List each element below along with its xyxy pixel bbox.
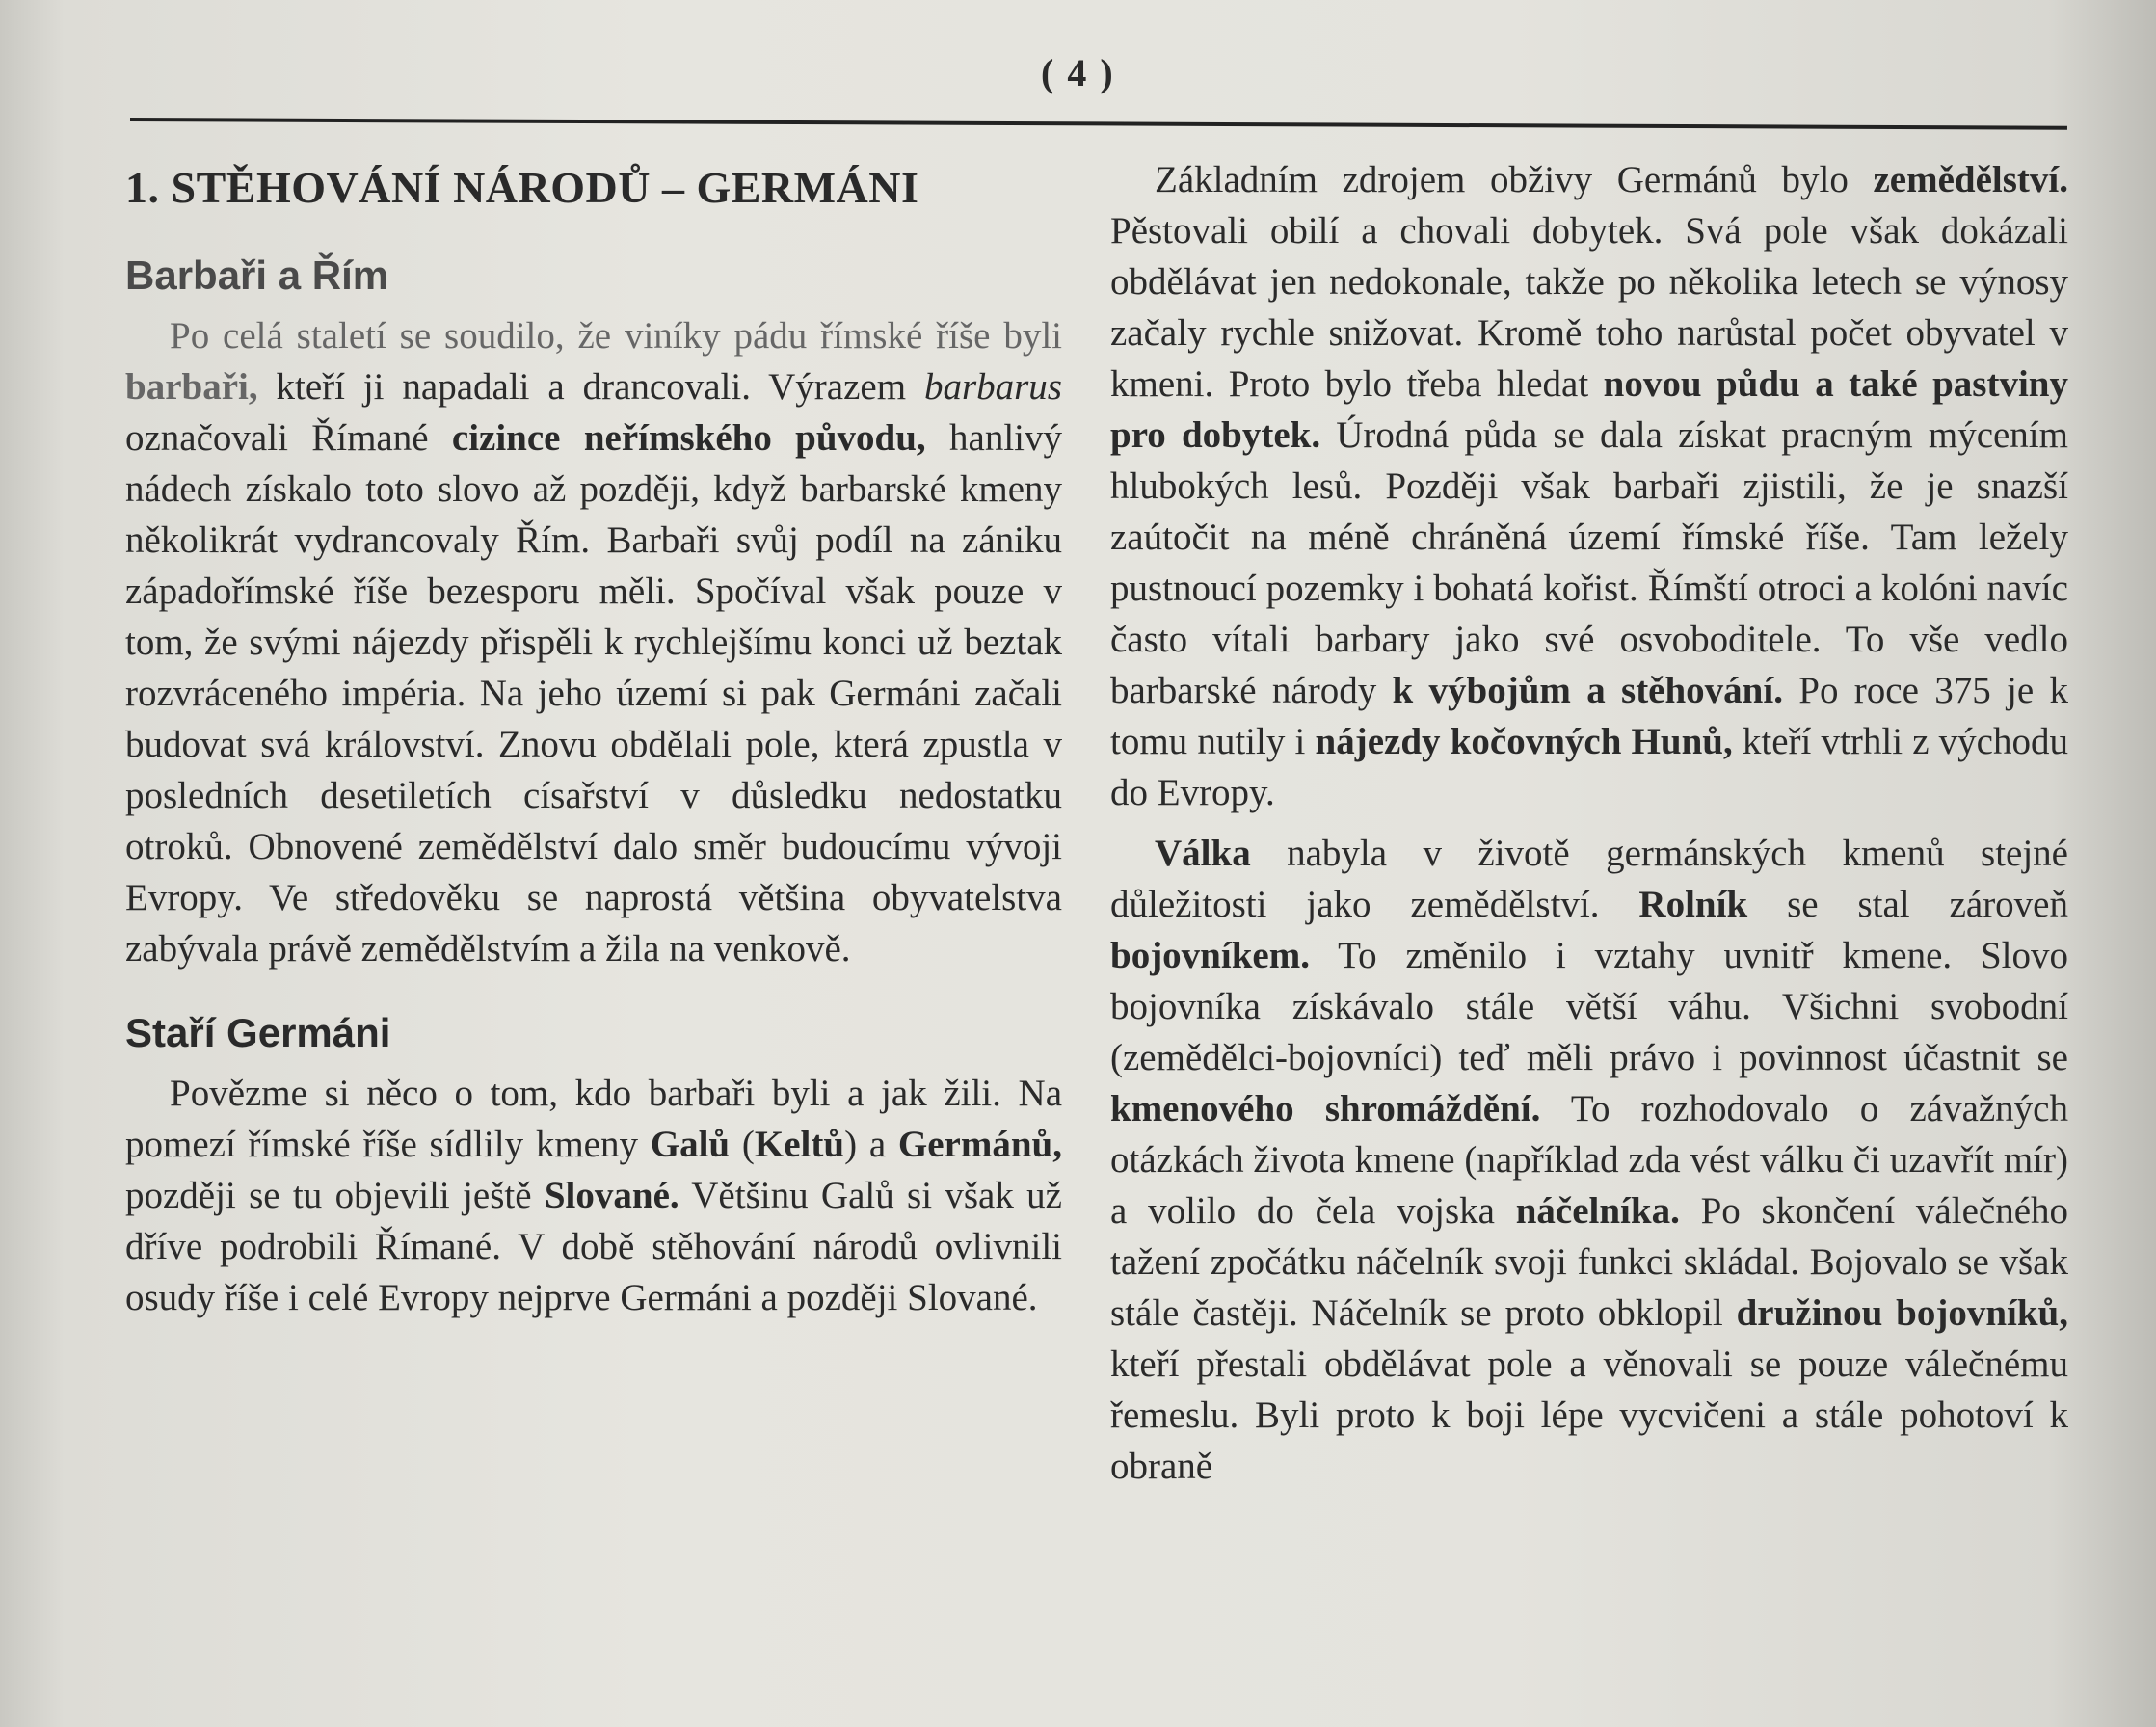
bold-term: bojovníkem. xyxy=(1110,935,1310,976)
left-column xyxy=(125,154,1062,1333)
bold-term: náčelníka. xyxy=(1515,1190,1680,1232)
text-span: ) a xyxy=(844,1124,898,1165)
text-span: Po roce 375 je k tomu nutily i xyxy=(1110,670,2068,762)
paragraph-barbari-a-rim xyxy=(125,310,1062,974)
chapter-title: 1. STĚHOVÁNÍ NÁRODŮ – GERMÁNI xyxy=(125,163,919,212)
section-title-stari-germani: Staří Germáni xyxy=(125,1010,391,1055)
bold-term: novou půdu a také pastviny pro dobytek. xyxy=(1110,363,2068,456)
text-span: kteří ji napadali a drancovali. Výrazem xyxy=(257,366,924,408)
bold-term: kmenového shromáždění. xyxy=(1110,1088,1541,1129)
bold-term: Slované. xyxy=(544,1175,679,1216)
page-number: ( 4 ) xyxy=(1041,51,1115,94)
text-span: nabyla v životě germánských kmenů stejné důležitosti jako zemědělství. xyxy=(1110,833,2068,925)
bold-term: k výbojům a stěhování. xyxy=(1392,670,1783,711)
text-span: ( xyxy=(730,1124,755,1165)
text-span: Povězme si něco o tom, kdo barbaři byli a jak žili. Na pomezí římské říše sídlily kmeny xyxy=(125,1073,1062,1165)
text-span: hanlivý nádech získalo toto slovo až později, když barbarské kmeny několikrát vydrancovaly Řím. Barbaři svůj podíl na zániku západořímské říše bezesporu měli. Spočíval však pouze v tom, že svými nájezdy přispěli k rychlejšímu konci už beztak rozvráceného impéria. Na jeho území si pak Germáni začali budovat svá království. Znovu obdělali pole, která zpustla v posledních desetiletích císařství v důsledku nedostatku otroků. Obnovené zemědělství dalo směr budoucímu vývoji Evropy. Ve středověku se naprostá většina obyvatelstva zabývala právě zemědělstvím a žila na venkově. xyxy=(125,417,1062,970)
text-span: kteří vtrhli z východu do Evropy. xyxy=(1110,721,2068,813)
paragraph-stari-germani xyxy=(125,1068,1062,1323)
bold-term: Válka xyxy=(1155,833,1251,874)
bold-term: cizince neřímského původu, xyxy=(451,417,926,459)
bold-term: Keltů xyxy=(754,1124,845,1165)
text-span: Většinu Galů si však už dříve podrobili Římané. V době stěhování národů ovlivnili osudy říše i celé Evropy nejprve Germáni a později Slované. xyxy=(125,1175,1062,1318)
text-span: označovali Římané xyxy=(125,417,452,459)
header-rule xyxy=(130,118,2067,130)
bold-term: Galů xyxy=(650,1124,731,1165)
text-span: Po skončení válečného tažení zpočátku náčelník svoji funkci skládal. Bojovalo se však stále častěji. Náčelník se proto obklopil xyxy=(1110,1190,2068,1334)
text-span: Po celá staletí se soudilo, že viníky pádu římské říše byli xyxy=(170,315,1062,357)
right-column xyxy=(1110,154,2068,1501)
text-span: se stal zároveň xyxy=(1747,884,2068,925)
paragraph-valka xyxy=(1110,828,2068,1492)
text-span: To změnilo i vztahy uvnitř kmene. Slovo bojovníka získávalo stále větší váhu. Všichni svobodní (zemědělci-bojovníci) teď měli právo i povinnost účastnit se xyxy=(1110,935,2068,1078)
bold-term: Rolník xyxy=(1638,884,1748,925)
bold-term: družinou bojovníků, xyxy=(1736,1292,2068,1334)
text-span: Úrodná půda se dala získat pracným mýcením hlubokých lesů. Později však barbaři zjistili, že je snazší zaútočit na méně chráněná území římské říše. Tam ležely pustnoucí pozemky i bohatá kořist. Římští otroci a kolóni navíc často vítali barbary jako své osvoboditele. To vše vedlo barbarské národy xyxy=(1110,414,2068,711)
paragraph-zemedelstvi xyxy=(1110,154,2068,818)
bold-term: nájezdy kočovných Hunů, xyxy=(1315,721,1733,762)
bold-term: Germánů, xyxy=(897,1124,1062,1165)
text-span: později se tu objevili ještě xyxy=(125,1175,545,1216)
bold-term: zemědělství. xyxy=(1873,159,2068,200)
text-span: To rozhodovalo o závažných otázkách života kmene (například zda vést válku či uzavřít mír) a volilo do čela vojska xyxy=(1110,1088,2068,1232)
bold-term: barbaři, xyxy=(125,366,258,408)
text-span: Základním zdrojem obživy Germánů bylo xyxy=(1155,159,1874,200)
section-title-barbari-a-rim: Barbaři a Řím xyxy=(125,252,389,298)
text-span: Pěstovali obilí a chovali dobytek. Svá pole však dokázali obdělávat jen nedokonale, takže po několika letech se výnosy začaly rychle snižovat. Kromě toho narůstal počet obyvatel v kmeni. Proto bylo třeba hledat xyxy=(1110,210,2068,405)
text-span: kteří přestali obdělávat pole a věnovali se pouze válečnému řemeslu. Byli proto k boji lépe vycvičeni a stále pohotoví k obraně xyxy=(1110,1343,2068,1487)
italic-term: barbarus xyxy=(923,366,1062,408)
